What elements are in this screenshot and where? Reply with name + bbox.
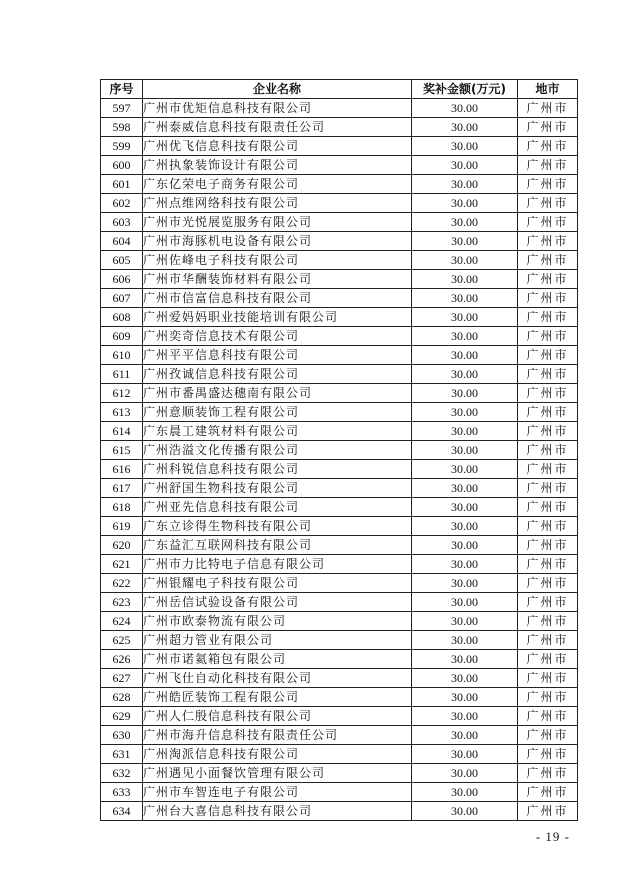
row-city: 广州市 bbox=[518, 764, 578, 783]
table-row bbox=[101, 213, 578, 232]
row-amount: 30.00 bbox=[412, 251, 518, 270]
row-seq: 611 bbox=[101, 365, 143, 384]
row-company-name: 广州市优矩信息科技有限公司 bbox=[143, 99, 412, 118]
row-city: 广州市 bbox=[518, 422, 578, 441]
row-amount: 30.00 bbox=[412, 270, 518, 289]
row-city: 广州市 bbox=[518, 726, 578, 745]
row-amount: 30.00 bbox=[412, 745, 518, 764]
table-row bbox=[101, 118, 578, 137]
row-seq: 623 bbox=[101, 593, 143, 612]
row-amount: 30.00 bbox=[412, 194, 518, 213]
header-amount: 奖补金额(万元) bbox=[412, 80, 518, 99]
table-row bbox=[101, 251, 578, 270]
row-company-name: 广州奕奇信息技术有限公司 bbox=[143, 327, 412, 346]
row-city: 广州市 bbox=[518, 118, 578, 137]
row-seq: 606 bbox=[101, 270, 143, 289]
table-row bbox=[101, 745, 578, 764]
row-company-name: 广州超力管业有限公司 bbox=[143, 631, 412, 650]
row-city: 广州市 bbox=[518, 536, 578, 555]
row-seq: 607 bbox=[101, 289, 143, 308]
table-row bbox=[101, 555, 578, 574]
table-row bbox=[101, 232, 578, 251]
table-row bbox=[101, 688, 578, 707]
row-amount: 30.00 bbox=[412, 612, 518, 631]
row-amount: 30.00 bbox=[412, 365, 518, 384]
row-city: 广州市 bbox=[518, 175, 578, 194]
row-city: 广州市 bbox=[518, 669, 578, 688]
row-amount: 30.00 bbox=[412, 441, 518, 460]
row-city: 广州市 bbox=[518, 441, 578, 460]
row-company-name: 广州市欧泰物流有限公司 bbox=[143, 612, 412, 631]
row-amount: 30.00 bbox=[412, 460, 518, 479]
row-seq: 624 bbox=[101, 612, 143, 631]
row-city: 广州市 bbox=[518, 517, 578, 536]
row-company-name: 广州优飞信息科技有限公司 bbox=[143, 137, 412, 156]
subsidy-table bbox=[100, 79, 578, 821]
row-company-name: 广州市华酬装饰材料有限公司 bbox=[143, 270, 412, 289]
row-amount: 30.00 bbox=[412, 669, 518, 688]
row-city: 广州市 bbox=[518, 783, 578, 802]
row-city: 广州市 bbox=[518, 289, 578, 308]
row-amount: 30.00 bbox=[412, 308, 518, 327]
row-amount: 30.00 bbox=[412, 764, 518, 783]
row-seq: 603 bbox=[101, 213, 143, 232]
row-seq: 619 bbox=[101, 517, 143, 536]
table-row bbox=[101, 536, 578, 555]
row-company-name: 广州岳信试验设备有限公司 bbox=[143, 593, 412, 612]
table-body bbox=[101, 99, 578, 821]
row-company-name: 广州人仁殷信息科技有限公司 bbox=[143, 707, 412, 726]
table-row bbox=[101, 612, 578, 631]
table-row bbox=[101, 175, 578, 194]
row-amount: 30.00 bbox=[412, 422, 518, 441]
row-amount: 30.00 bbox=[412, 327, 518, 346]
row-seq: 630 bbox=[101, 726, 143, 745]
row-city: 广州市 bbox=[518, 232, 578, 251]
table-row bbox=[101, 365, 578, 384]
row-seq: 604 bbox=[101, 232, 143, 251]
row-company-name: 广州科锐信息科技有限公司 bbox=[143, 460, 412, 479]
row-seq: 609 bbox=[101, 327, 143, 346]
row-seq: 632 bbox=[101, 764, 143, 783]
table-row bbox=[101, 802, 578, 821]
table-row bbox=[101, 270, 578, 289]
row-company-name: 广州飞仕自动化科技有限公司 bbox=[143, 669, 412, 688]
row-seq: 613 bbox=[101, 403, 143, 422]
row-city: 广州市 bbox=[518, 631, 578, 650]
row-company-name: 广州市番禺盛达穗南有限公司 bbox=[143, 384, 412, 403]
row-city: 广州市 bbox=[518, 194, 578, 213]
row-city: 广州市 bbox=[518, 308, 578, 327]
row-seq: 618 bbox=[101, 498, 143, 517]
table-row bbox=[101, 726, 578, 745]
row-city: 广州市 bbox=[518, 346, 578, 365]
row-company-name: 广州市力比特电子信息有限公司 bbox=[143, 555, 412, 574]
row-amount: 30.00 bbox=[412, 707, 518, 726]
table-row bbox=[101, 631, 578, 650]
row-seq: 602 bbox=[101, 194, 143, 213]
table-row bbox=[101, 650, 578, 669]
row-amount: 30.00 bbox=[412, 175, 518, 194]
table-row bbox=[101, 99, 578, 118]
row-seq: 631 bbox=[101, 745, 143, 764]
row-city: 广州市 bbox=[518, 327, 578, 346]
row-seq: 610 bbox=[101, 346, 143, 365]
table-row bbox=[101, 460, 578, 479]
row-seq: 605 bbox=[101, 251, 143, 270]
row-seq: 629 bbox=[101, 707, 143, 726]
row-amount: 30.00 bbox=[412, 346, 518, 365]
row-company-name: 广州遇见小面餐饮管理有限公司 bbox=[143, 764, 412, 783]
table-row bbox=[101, 764, 578, 783]
row-company-name: 广州市光悦展览服务有限公司 bbox=[143, 213, 412, 232]
row-company-name: 广东亿荣电子商务有限公司 bbox=[143, 175, 412, 194]
row-company-name: 广东益汇互联网科技有限公司 bbox=[143, 536, 412, 555]
header-city: 地市 bbox=[518, 80, 578, 99]
row-company-name: 广东立诊得生物科技有限公司 bbox=[143, 517, 412, 536]
row-company-name: 广州银耀电子科技有限公司 bbox=[143, 574, 412, 593]
row-seq: 615 bbox=[101, 441, 143, 460]
row-city: 广州市 bbox=[518, 574, 578, 593]
header-company-name: 企业名称 bbox=[143, 80, 412, 99]
row-amount: 30.00 bbox=[412, 99, 518, 118]
row-seq: 621 bbox=[101, 555, 143, 574]
row-amount: 30.00 bbox=[412, 555, 518, 574]
table-row bbox=[101, 574, 578, 593]
row-city: 广州市 bbox=[518, 498, 578, 517]
row-amount: 30.00 bbox=[412, 802, 518, 821]
row-city: 广州市 bbox=[518, 384, 578, 403]
row-city: 广州市 bbox=[518, 802, 578, 821]
row-city: 广州市 bbox=[518, 555, 578, 574]
row-company-name: 广州市海豚机电设备有限公司 bbox=[143, 232, 412, 251]
row-amount: 30.00 bbox=[412, 384, 518, 403]
row-company-name: 广州皓匠装饰工程有限公司 bbox=[143, 688, 412, 707]
row-seq: 601 bbox=[101, 175, 143, 194]
row-company-name: 广州市信富信息科技有限公司 bbox=[143, 289, 412, 308]
table-row bbox=[101, 194, 578, 213]
row-seq: 626 bbox=[101, 650, 143, 669]
table-row bbox=[101, 308, 578, 327]
row-amount: 30.00 bbox=[412, 726, 518, 745]
table-row bbox=[101, 289, 578, 308]
row-amount: 30.00 bbox=[412, 783, 518, 802]
row-company-name: 广州意顺装饰工程有限公司 bbox=[143, 403, 412, 422]
row-amount: 30.00 bbox=[412, 137, 518, 156]
row-seq: 608 bbox=[101, 308, 143, 327]
page-number: - 19 - bbox=[535, 829, 570, 844]
row-city: 广州市 bbox=[518, 650, 578, 669]
row-seq: 598 bbox=[101, 118, 143, 137]
row-company-name: 广州台大喜信息科技有限公司 bbox=[143, 802, 412, 821]
table-row bbox=[101, 137, 578, 156]
row-seq: 612 bbox=[101, 384, 143, 403]
table-row bbox=[101, 783, 578, 802]
row-amount: 30.00 bbox=[412, 536, 518, 555]
row-company-name: 广州市海升信息科技有限责任公司 bbox=[143, 726, 412, 745]
page-number-row bbox=[0, 829, 633, 845]
row-city: 广州市 bbox=[518, 213, 578, 232]
row-seq: 622 bbox=[101, 574, 143, 593]
table-row bbox=[101, 346, 578, 365]
row-amount: 30.00 bbox=[412, 517, 518, 536]
table-row bbox=[101, 403, 578, 422]
row-city: 广州市 bbox=[518, 479, 578, 498]
row-city: 广州市 bbox=[518, 137, 578, 156]
row-city: 广州市 bbox=[518, 460, 578, 479]
row-city: 广州市 bbox=[518, 365, 578, 384]
table-row bbox=[101, 498, 578, 517]
row-company-name: 广州孜诚信息科技有限公司 bbox=[143, 365, 412, 384]
row-city: 广州市 bbox=[518, 156, 578, 175]
table-row bbox=[101, 441, 578, 460]
row-city: 广州市 bbox=[518, 612, 578, 631]
table-row bbox=[101, 707, 578, 726]
row-amount: 30.00 bbox=[412, 118, 518, 137]
row-seq: 634 bbox=[101, 802, 143, 821]
row-seq: 627 bbox=[101, 669, 143, 688]
table-row bbox=[101, 479, 578, 498]
row-amount: 30.00 bbox=[412, 631, 518, 650]
row-city: 广州市 bbox=[518, 745, 578, 764]
row-amount: 30.00 bbox=[412, 650, 518, 669]
row-seq: 625 bbox=[101, 631, 143, 650]
row-company-name: 广州泰威信息科技有限责任公司 bbox=[143, 118, 412, 137]
row-company-name: 广州市诺氦箱包有限公司 bbox=[143, 650, 412, 669]
row-amount: 30.00 bbox=[412, 479, 518, 498]
table-row bbox=[101, 384, 578, 403]
row-company-name: 广东晨工建筑材料有限公司 bbox=[143, 422, 412, 441]
row-company-name: 广州爱妈妈职业技能培训有限公司 bbox=[143, 308, 412, 327]
row-company-name: 广州佐峰电子科技有限公司 bbox=[143, 251, 412, 270]
row-amount: 30.00 bbox=[412, 498, 518, 517]
table-row bbox=[101, 517, 578, 536]
row-company-name: 广州浩溢文化传播有限公司 bbox=[143, 441, 412, 460]
row-city: 广州市 bbox=[518, 593, 578, 612]
table-row bbox=[101, 156, 578, 175]
row-amount: 30.00 bbox=[412, 688, 518, 707]
row-company-name: 广州执象装饰设计有限公司 bbox=[143, 156, 412, 175]
row-city: 广州市 bbox=[518, 688, 578, 707]
row-city: 广州市 bbox=[518, 270, 578, 289]
row-amount: 30.00 bbox=[412, 574, 518, 593]
row-seq: 620 bbox=[101, 536, 143, 555]
table-row bbox=[101, 593, 578, 612]
row-city: 广州市 bbox=[518, 707, 578, 726]
row-company-name: 广州平平信息科技有限公司 bbox=[143, 346, 412, 365]
row-city: 广州市 bbox=[518, 99, 578, 118]
row-city: 广州市 bbox=[518, 403, 578, 422]
row-amount: 30.00 bbox=[412, 232, 518, 251]
row-seq: 614 bbox=[101, 422, 143, 441]
row-company-name: 广州淘派信息科技有限公司 bbox=[143, 745, 412, 764]
table-row bbox=[101, 327, 578, 346]
row-amount: 30.00 bbox=[412, 403, 518, 422]
row-amount: 30.00 bbox=[412, 213, 518, 232]
row-company-name: 广州点维网络科技有限公司 bbox=[143, 194, 412, 213]
row-seq: 633 bbox=[101, 783, 143, 802]
table-row bbox=[101, 669, 578, 688]
row-company-name: 广州舒国生物科技有限公司 bbox=[143, 479, 412, 498]
row-seq: 616 bbox=[101, 460, 143, 479]
row-seq: 617 bbox=[101, 479, 143, 498]
row-amount: 30.00 bbox=[412, 289, 518, 308]
table-header-row bbox=[101, 80, 578, 99]
table-row bbox=[101, 422, 578, 441]
row-city: 广州市 bbox=[518, 251, 578, 270]
row-amount: 30.00 bbox=[412, 156, 518, 175]
row-seq: 628 bbox=[101, 688, 143, 707]
header-seq: 序号 bbox=[101, 80, 143, 99]
row-seq: 597 bbox=[101, 99, 143, 118]
row-company-name: 广州市车智连电子有限公司 bbox=[143, 783, 412, 802]
row-company-name: 广州亚先信息科技有限公司 bbox=[143, 498, 412, 517]
row-seq: 600 bbox=[101, 156, 143, 175]
row-seq: 599 bbox=[101, 137, 143, 156]
row-amount: 30.00 bbox=[412, 593, 518, 612]
